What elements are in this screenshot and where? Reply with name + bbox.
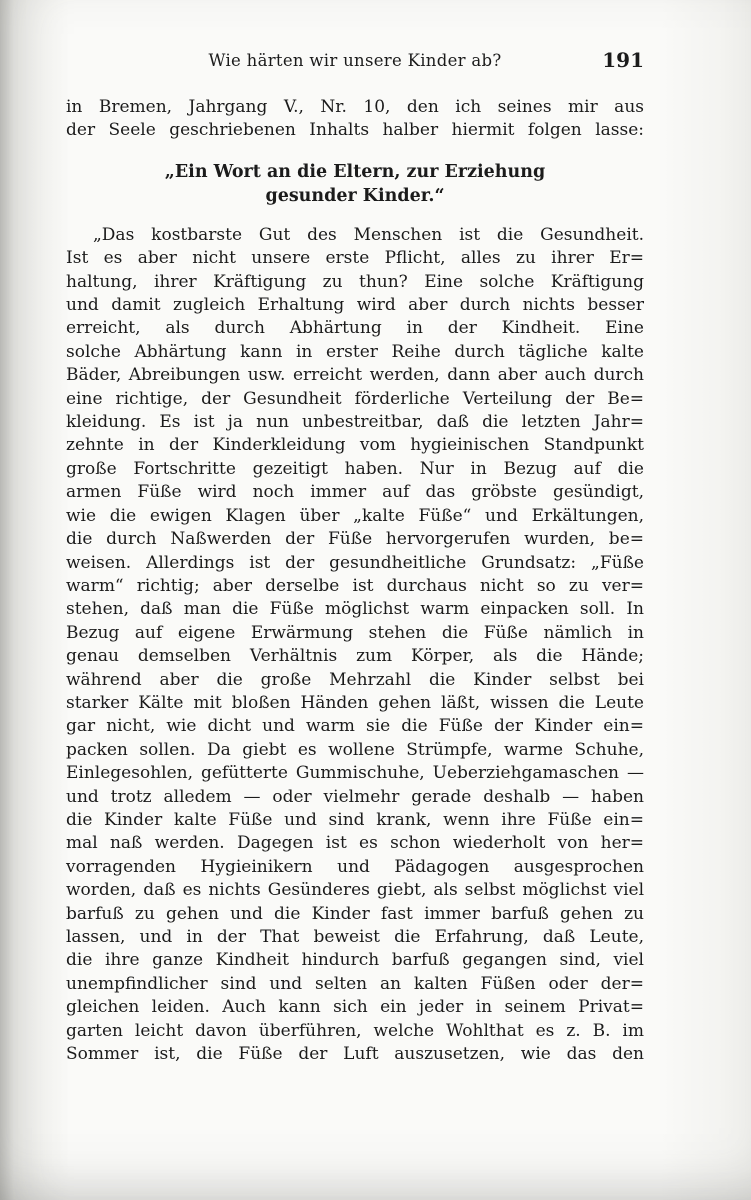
body-line: vorragenden Hygieinikern und Pädagogen ausgesprochen	[66, 856, 644, 877]
body-line: genau demselben Verhältnis zum Körper, als die Hände;	[66, 646, 644, 667]
body-line: worden, daß es nichts Gesünderes giebt, als selbst möglichst viel	[66, 880, 644, 901]
body-line: packen sollen. Da giebt es wollene Strümpfe, warme Schuhe,	[66, 739, 644, 760]
page-number: 191	[602, 48, 644, 72]
body-line: Einlegesohlen, gefütterte Gummischuhe, Ueberziehgamaschen —	[66, 763, 644, 784]
body-line: unempfindlicher sind und selten an kalten Füßen oder der=	[66, 973, 644, 994]
body-paragraph	[66, 224, 644, 1067]
body-line: warm“ richtig; aber derselbe ist durchaus nicht so zu ver=	[66, 575, 644, 596]
page-content	[66, 48, 644, 1066]
body-line: kleidung. Es ist ja nun unbestreitbar, daß die letzten Jahr=	[66, 412, 644, 433]
intro-paragraph	[66, 96, 644, 143]
quote-heading	[66, 160, 644, 209]
body-line: haltung, ihrer Kräftigung zu thun? Eine solche Kräftigung	[66, 271, 644, 292]
running-header	[66, 48, 644, 76]
quote-heading-line: gesunder Kinder.“	[265, 186, 445, 207]
body-line: Bäder, Abreibungen usw. erreicht werden, dann aber auch durch	[66, 365, 644, 386]
body-line: die Kinder kalte Füße und sind krank, wenn ihre Füße ein=	[66, 809, 644, 830]
body-line: Bezug auf eigene Erwärmung stehen die Füße nämlich in	[66, 622, 644, 643]
body-line: lassen, und in der That beweist die Erfahrung, daß Leute,	[66, 927, 644, 947]
body-line: große Fortschritte gezeitigt haben. Nur in Bezug auf die	[66, 458, 644, 479]
body-line: zehnte in der Kinderkleidung vom hygieinischen Standpunkt	[66, 435, 644, 456]
body-line: gleichen leiden. Auch kann sich ein jeder in seinem Privat=	[66, 997, 644, 1018]
body-line: die ihre ganze Kindheit hindurch barfuß gegangen sind, viel	[66, 950, 644, 971]
body-line: starker Kälte mit bloßen Händen gehen läßt, wissen die Leute	[66, 692, 644, 713]
body-line: Ist es aber nicht unsere erste Pflicht, alles zu ihrer Er=	[66, 248, 644, 269]
body-line: erreicht, als durch Abhärtung in der Kindheit. Eine	[66, 318, 644, 339]
body-line: mal naß werden. Dagegen ist es schon wiederholt von her=	[66, 833, 644, 854]
body-line: und trotz alledem — oder vielmehr gerade deshalb — haben	[66, 786, 644, 807]
intro-line: der Seele geschriebenen Inhalts halber hiermit folgen lasse:	[66, 120, 644, 141]
body-line: während aber die große Mehrzahl die Kinder selbst bei	[66, 669, 644, 690]
body-line: weisen. Allerdings ist der gesundheitliche Grundsatz: „Füße	[66, 552, 644, 573]
body-line: garten leicht davon überführen, welche Wohlthat es z. B. im	[66, 1020, 644, 1041]
body-line: barfuß zu gehen und die Kinder fast immer barfuß gehen zu	[66, 903, 644, 924]
body-line: „Das kostbarste Gut des Menschen ist die Gesundheit.	[93, 224, 644, 245]
intro-line: in Bremen, Jahrgang V., Nr. 10, den ich seines mir aus	[66, 97, 644, 117]
body-line: eine richtige, der Gesundheit förderliche Verteilung der Be=	[66, 388, 644, 409]
body-line: gar nicht, wie dicht und warm sie die Füße der Kinder ein=	[66, 716, 644, 737]
body-line: und damit zugleich Erhaltung wird aber durch nichts besser	[66, 295, 644, 316]
quote-heading-line: „Ein Wort an die Eltern, zur Erziehung	[164, 161, 546, 182]
body-line: solche Abhärtung kann in erster Reihe durch tägliche kalte	[66, 341, 644, 362]
running-title: Wie härten wir unsere Kinder ab?	[208, 51, 502, 70]
body-line: armen Füße wird noch immer auf das gröbste gesündigt,	[66, 482, 644, 503]
body-line: stehen, daß man die Füße möglichst warm einpacken soll. In	[66, 599, 644, 620]
body-line: die durch Naßwerden der Füße hervorgerufen wurden, be=	[66, 529, 644, 550]
body-line: wie die ewigen Klagen über „kalte Füße“ und Erkältungen,	[66, 505, 644, 526]
body-line: Sommer ist, die Füße der Luft auszusetzen, wie das den	[66, 1044, 644, 1065]
